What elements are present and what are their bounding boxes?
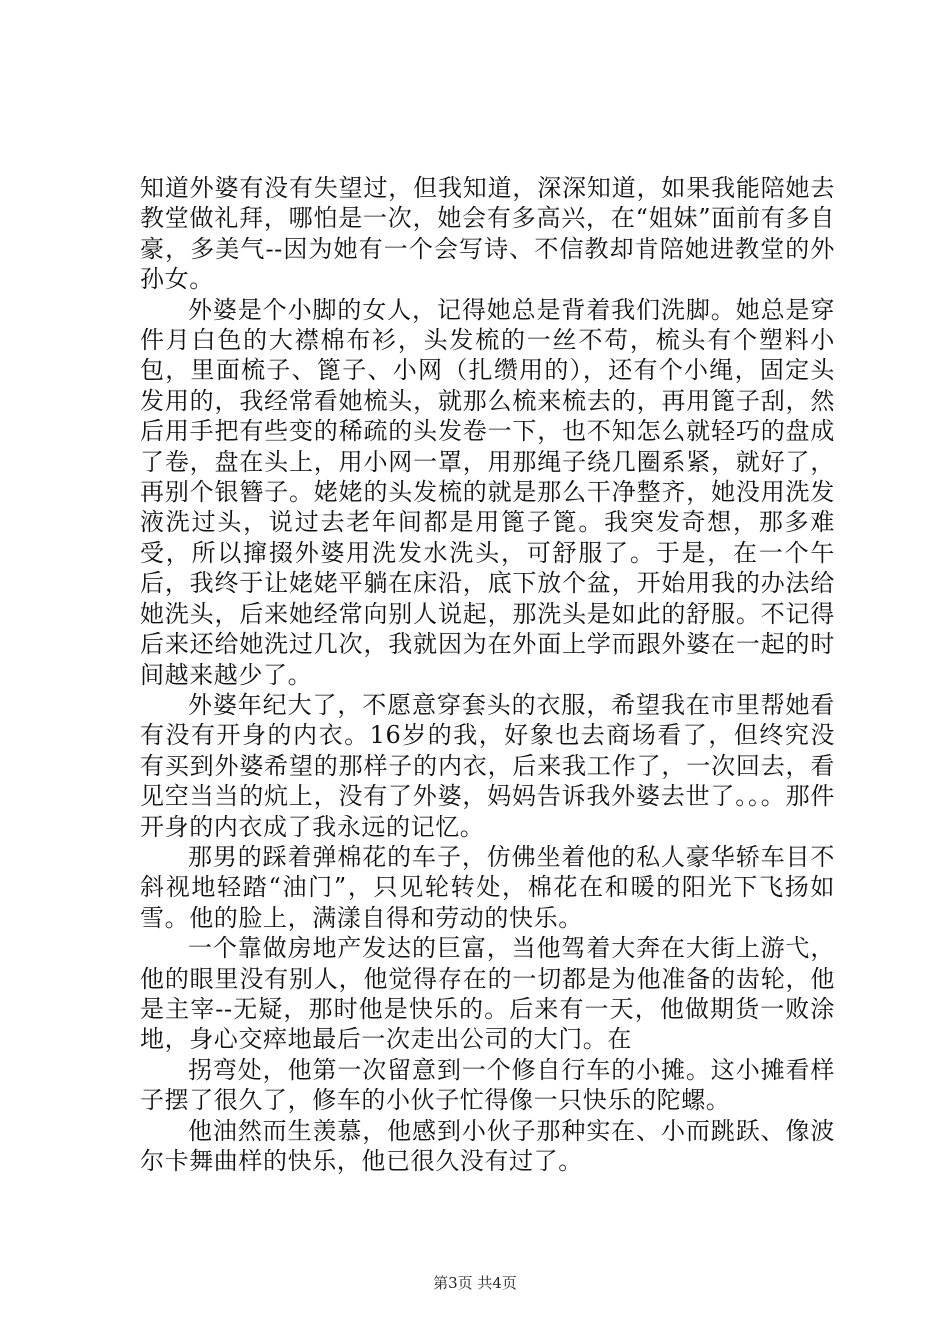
paragraph-2: 外婆是个小脚的女人，记得她总是背着我们洗脚。她总是穿件月白色的大襟棉布衫，头发梳的一丝不苟，梳头有个塑料小包，里面梳子、篦子、小网（扎缵用的），还有个小绳，固定头发用的，我经常看她梳头，就那么梳来梳去的，再用篦子刮，然后用手把有些变的稀疏的头发卷一下，也不知怎么就轻巧的盘成了卷，盘在头上，用小网一罩，用那绳子绕几圈系紧，就好了，再别个银簪子。姥姥的头发梳的就是那么干净整齐，她没用洗发液洗过头，说过去老年间都是用篦子篦。我突发奇想，那多难受，所以撺掇外婆用洗发水洗头，可舒服了。于是，在一个午后，我终于让姥姥平躺在床沿，底下放个盆，开始用我的办法给她洗头，后来她经常向别人说起，那洗头是如此的舒服。不记得后来还给她洗过几次，我就因为在外面上学而跟外婆在一起的时间越来越少了。 <box>140 295 835 689</box>
paragraph-3: 外婆年纪大了，不愿意穿套头的衣服，希望我在市里帮她看有没有开身的内衣。16岁的我，好象也去商场看了，但终究没有买到外婆希望的那样子的内衣，后来我工作了，一次回去，看见空当当的炕上，没有了外婆，妈妈告诉我外婆去世了。。。那件开身的内衣成了我永远的记忆。 <box>140 690 835 841</box>
page-footer: 第3页 共4页 <box>433 1274 517 1292</box>
paragraph-1: 知道外婆有没有失望过，但我知道，深深知道，如果我能陪她去教堂做礼拜，哪怕是一次，她会有多高兴，在“姐妹”面前有多自豪，多美气--因为她有一个会写诗、不信教却肯陪她进教堂的外孙女。 <box>140 174 835 294</box>
paragraph-7: 他油然而生羡慕，他感到小伙子那种实在、小而跳跃、像波尔卡舞曲样的快乐，他已很久没有过了。 <box>140 1116 835 1175</box>
paragraph-5: 一个靠做房地产发达的巨富，当他驾着大奔在大街上游弋，他的眼里没有别人，他觉得存在的一切都是为他准备的齿轮，他是主宰--无疑，那时他是快乐的。后来有一天，他做期货一败涂地，身心交瘁地最后一次走出公司的大门。在 <box>140 934 835 1054</box>
body-text <box>140 173 835 1176</box>
paragraph-4: 那男的踩着弹棉花的车子，仿佛坐着他的私人豪华轿车目不斜视地轻踏“油门”，只见轮转处，棉花在和暖的阳光下飞扬如雪。他的脸上，满漾自得和劳动的快乐。 <box>140 842 835 932</box>
paragraph-6: 拐弯处，他第一次留意到一个修自行车的小摊。这小摊看样子摆了很久了，修车的小伙子忙得像一只快乐的陀螺。 <box>140 1055 835 1115</box>
